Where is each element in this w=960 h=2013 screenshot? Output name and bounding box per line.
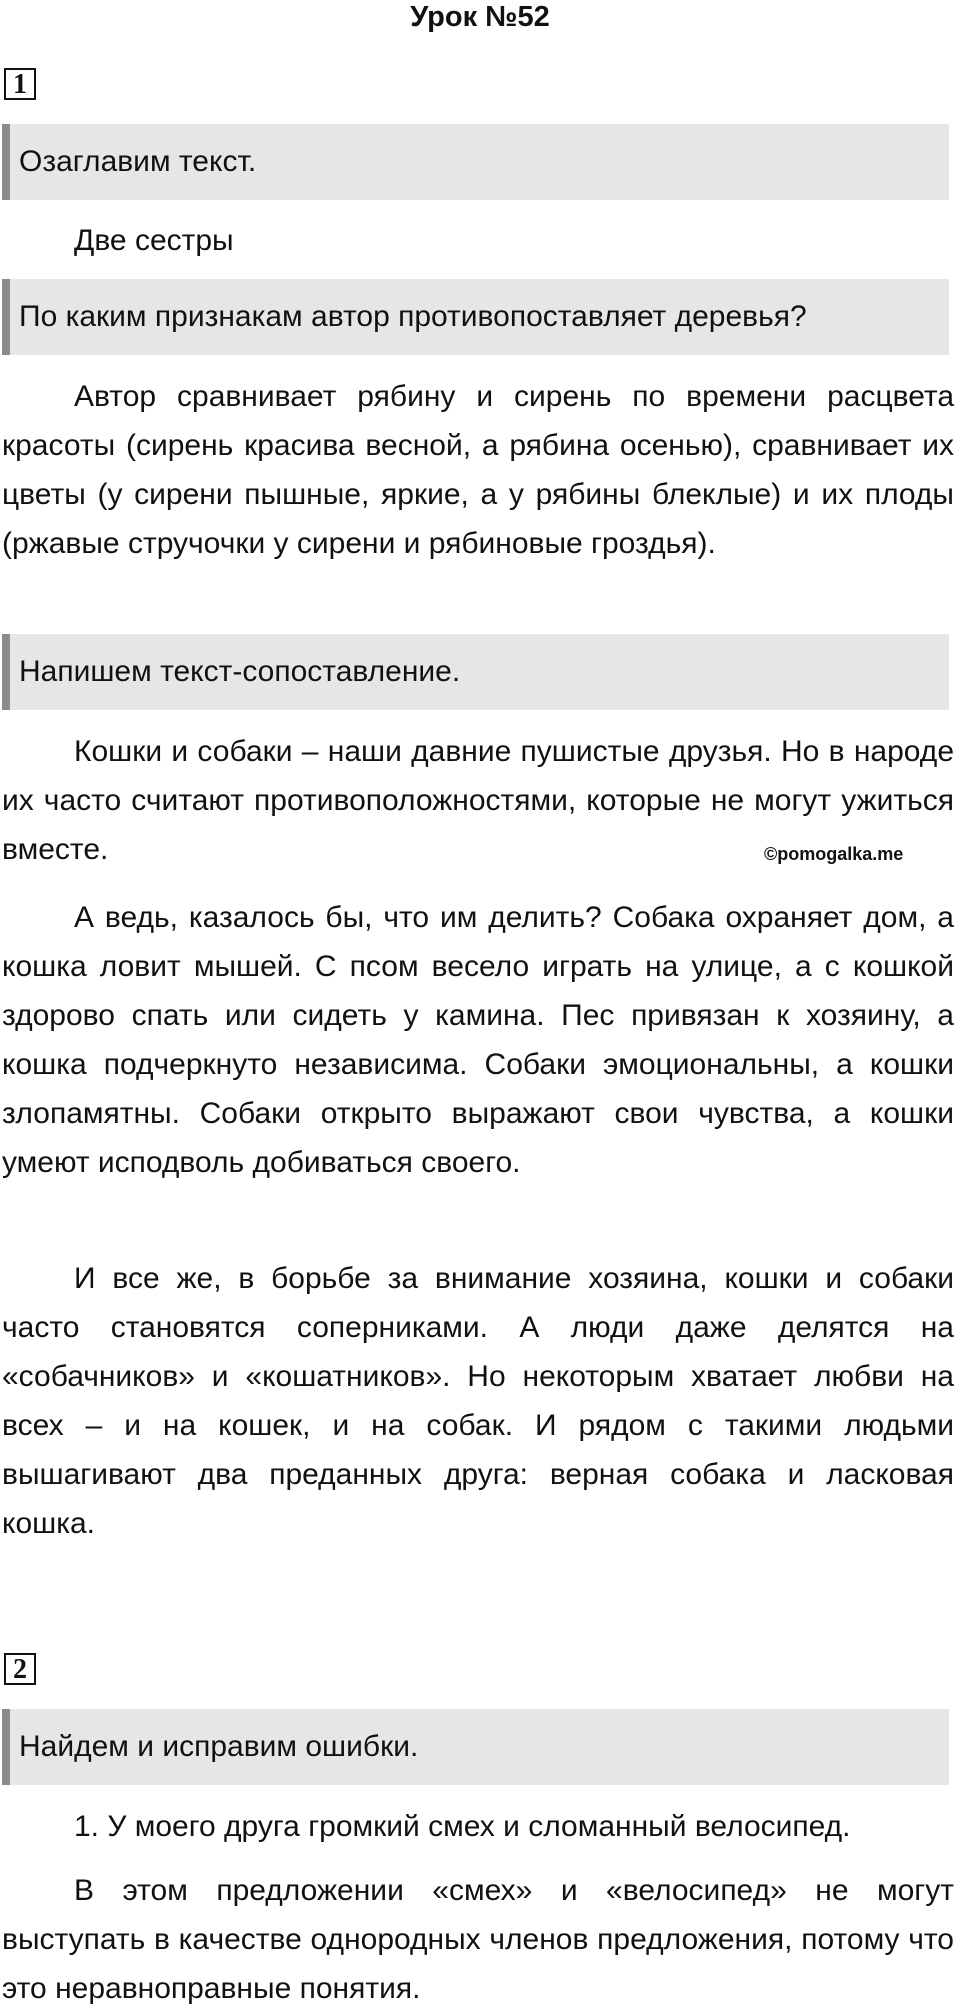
task-number-1: 1 [4, 68, 36, 100]
essay-paragraph-1: Кошки и собаки – наши давние пушистые друзья. Но в народе их часто считают противоположностями, которые не могут ужиться вместе. [2, 735, 954, 866]
question-find-errors: Найдем и исправим ошибки. [2, 1709, 949, 1785]
error-explanation-1: В этом предложении «смех» и «велосипед» не могут выступать в качестве однородных членов предложения, потому что это неравноправные понятия. [2, 1874, 954, 2005]
watermark: ©pomogalka.me [764, 844, 904, 864]
answer-comparison: Автор сравнивает рябину и сирень по времени расцвета красоты (сирень красива весной, а рябина осенью), сравнивает их цветы (у сирени пышные, яркие, а у рябины блеклые) и их плоды (ржавые стручочки у сирени и рябиновые гроздья). [2, 380, 954, 560]
essay-paragraph-2: А ведь, казалось бы, что им делить? Собака охраняет дом, а кошка ловит мышей. С псом весело играть на улице, а с кошкой здорово спать или сидеть у камина. Пес привязан к хозяину, а кошка подчеркнуто независима. Собаки эмоциональны, а кошки злопамятны. Собаки открыто выражают свои чувства, а кошки умеют исподволь добиваться своего. [2, 901, 954, 1179]
answer-title: Две сестры [74, 224, 234, 257]
question-title-text: Озаглавим текст. [2, 124, 949, 200]
question-comparison-features: По каким признакам автор противопоставляет деревья? [2, 279, 949, 355]
error-sentence-1: 1. У моего друга громкий смех и сломанный велосипед. [74, 1810, 851, 1843]
question-write-comparison: Напишем текст-сопоставление. [2, 634, 949, 710]
essay-paragraph-3: И все же, в борьбе за внимание хозяина, кошки и собаки часто становятся соперниками. А люди даже делятся на «собачников» и «кошатников». Но некоторым хватает любви на всех – и на кошек, и на собак. И рядом с такими людьми вышагивают два преданных друга: верная собака и ласковая кошка. [2, 1262, 954, 1540]
task-number-2: 2 [4, 1653, 36, 1685]
page-title: Урок №52 [410, 1, 550, 33]
